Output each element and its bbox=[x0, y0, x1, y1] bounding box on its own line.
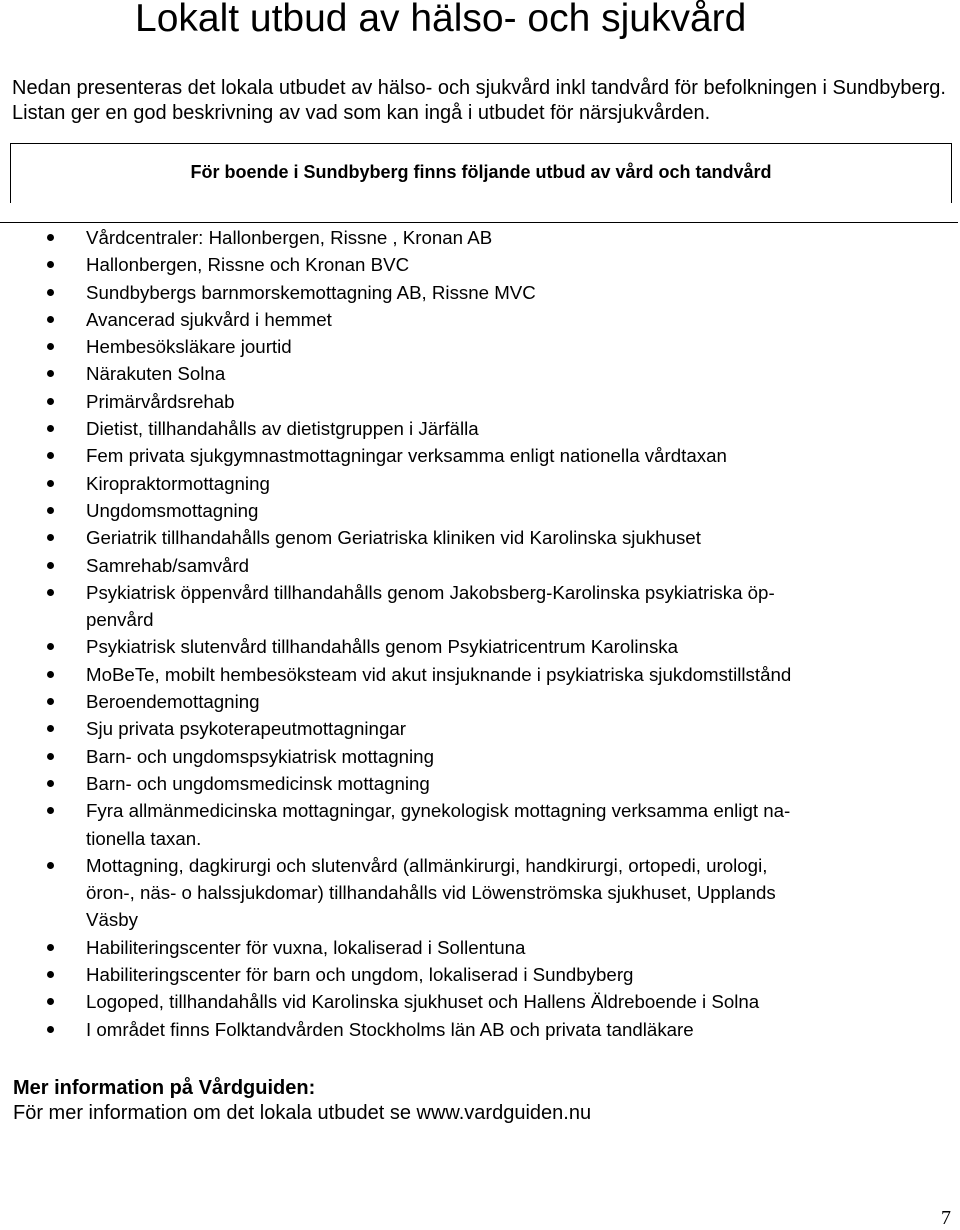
service-list-item bbox=[0, 306, 960, 333]
service-list-item bbox=[0, 279, 960, 306]
services-list bbox=[0, 224, 960, 1043]
page-title: Lokalt utbud av hälso- och sjukvård bbox=[135, 0, 747, 40]
service-item-text: Kiropraktormottagning bbox=[86, 472, 270, 494]
bullet-icon bbox=[47, 534, 54, 541]
service-list-item bbox=[0, 661, 960, 688]
bullet-icon bbox=[47, 370, 54, 377]
service-list-item bbox=[0, 1016, 960, 1043]
bullet-icon bbox=[47, 398, 54, 405]
service-item-text: Habiliteringscenter för barn och ungdom, lokaliserad i Sundbyberg bbox=[86, 964, 634, 986]
service-item-text: Beroendemottagning bbox=[86, 691, 260, 713]
service-item-text: Dietist, tillhandahålls av dietistgruppen i Järfälla bbox=[86, 418, 479, 440]
service-list-item bbox=[0, 988, 960, 1015]
bullet-icon bbox=[47, 698, 54, 705]
service-list-item bbox=[0, 797, 960, 852]
service-item-text: Vårdcentraler: Hallonbergen, Rissne , Kronan AB bbox=[86, 227, 493, 248]
service-item-text: Hembesöksläkare jourtid bbox=[86, 336, 292, 358]
bullet-icon bbox=[47, 507, 54, 514]
page-number: 7 bbox=[941, 1207, 951, 1229]
service-item-text: Mottagning, dagkirurgi och slutenvård (allmänkirurgi, handkirurgi, ortopedi, urologi, öron-, näs- o halssjukdomar) tillhandahålls vid Löwenströmska sjukhuset, Upplands Väsby bbox=[86, 854, 776, 931]
service-item-text: Habiliteringscenter för vuxna, lokaliserad i Sollentuna bbox=[86, 936, 526, 958]
bullet-icon bbox=[47, 671, 54, 678]
bullet-icon bbox=[47, 753, 54, 760]
service-list-item bbox=[0, 715, 960, 742]
bullet-icon bbox=[47, 944, 54, 951]
bullet-icon bbox=[47, 971, 54, 978]
service-list-item bbox=[0, 934, 960, 961]
service-item-text: Avancerad sjukvård i hemmet bbox=[86, 308, 332, 330]
bullet-icon bbox=[47, 862, 54, 869]
service-list-item bbox=[0, 442, 960, 469]
service-list-item bbox=[0, 415, 960, 442]
service-list-item bbox=[0, 470, 960, 497]
service-list-item bbox=[0, 251, 960, 278]
bullet-icon bbox=[47, 261, 54, 268]
bullet-icon bbox=[47, 725, 54, 732]
service-item-text: Hallonbergen, Rissne och Kronan BVC bbox=[86, 254, 410, 276]
service-item-text: Geriatrik tillhandahålls genom Geriatriska kliniken vid Karolinska sjukhuset bbox=[86, 527, 701, 549]
bullet-icon bbox=[47, 1026, 54, 1033]
services-box-heading bbox=[10, 143, 952, 203]
services-box-heading-text: För boende i Sundbyberg finns följande utbud av vård och tandvård bbox=[190, 162, 772, 182]
bullet-icon bbox=[47, 780, 54, 787]
service-item-text: Sundbybergs barnmorskemottagning AB, Rissne MVC bbox=[86, 281, 536, 303]
service-list-item bbox=[0, 743, 960, 770]
service-list-item bbox=[0, 688, 960, 715]
service-list-item bbox=[0, 579, 960, 634]
bullet-icon bbox=[47, 562, 54, 569]
bullet-icon bbox=[47, 316, 54, 323]
service-list-item bbox=[0, 388, 960, 415]
service-list-item bbox=[0, 224, 960, 251]
intro-paragraph: Nedan presenteras det lokala utbudet av hälso- och sjukvård inkl tandvård för befolkningen i Sundbyberg. Listan ger en god beskrivning av vad som kan ingå i utbudet för närsjukvården. bbox=[12, 77, 946, 124]
service-list-item bbox=[0, 360, 960, 387]
service-item-text: Fem privata sjukgymnastmottagningar verksamma enligt nationella vårdtaxan bbox=[86, 445, 727, 467]
bullet-icon bbox=[47, 234, 54, 241]
service-item-text: Samrehab/samvård bbox=[86, 554, 250, 576]
service-item-text: Barn- och ungdomsmedicinsk mottagning bbox=[86, 772, 430, 794]
bullet-icon bbox=[47, 589, 54, 596]
bullet-icon bbox=[47, 643, 54, 650]
bullet-icon bbox=[47, 807, 54, 814]
bullet-icon bbox=[47, 425, 54, 432]
service-item-text: Ungdomsmottagning bbox=[86, 499, 259, 521]
service-item-text: Primärvårdsrehab bbox=[86, 390, 235, 412]
service-list-item bbox=[0, 961, 960, 988]
service-item-text: Logoped, tillhandahålls vid Karolinska sjukhuset och Hallens Äldreboende i Solna bbox=[86, 991, 760, 1013]
bullet-icon bbox=[47, 289, 54, 296]
service-list-item bbox=[0, 497, 960, 524]
service-list-item bbox=[0, 633, 960, 660]
more-info-text: För mer information om det lokala utbudet se www.vardguiden.nu bbox=[13, 1102, 592, 1124]
bullet-icon bbox=[47, 480, 54, 487]
service-item-text: I området finns Folktandvården Stockholms län AB och privata tandläkare bbox=[86, 1018, 694, 1040]
service-list-item bbox=[0, 333, 960, 360]
services-box-divider bbox=[0, 222, 958, 223]
service-list-item bbox=[0, 852, 960, 934]
service-list-item bbox=[0, 524, 960, 551]
service-item-text: Psykiatrisk slutenvård tillhandahålls genom Psykiatricentrum Karolinska bbox=[86, 636, 679, 658]
service-item-text: Sju privata psykoterapeutmottagningar bbox=[86, 718, 406, 740]
bullet-icon bbox=[47, 343, 54, 350]
more-info-heading: Mer information på Vårdguiden: bbox=[13, 1077, 316, 1099]
bullet-icon bbox=[47, 998, 54, 1005]
service-item-text: Psykiatrisk öppenvård tillhandahålls genom Jakobsberg-Karolinska psykiatriska öp- penvård bbox=[86, 581, 775, 631]
bullet-icon bbox=[47, 452, 54, 459]
service-list-item bbox=[0, 552, 960, 579]
service-list-item bbox=[0, 770, 960, 797]
service-item-text: MoBeTe, mobilt hembesöksteam vid akut insjuknande i psykiatriska sjukdomstillstånd bbox=[86, 663, 792, 685]
service-item-text: Fyra allmänmedicinska mottagningar, gynekologisk mottagning verksamma enligt na- tionella taxan. bbox=[86, 800, 791, 849]
service-item-text: Barn- och ungdomspsykiatrisk mottagning bbox=[86, 745, 434, 767]
service-item-text: Närakuten Solna bbox=[86, 363, 226, 385]
